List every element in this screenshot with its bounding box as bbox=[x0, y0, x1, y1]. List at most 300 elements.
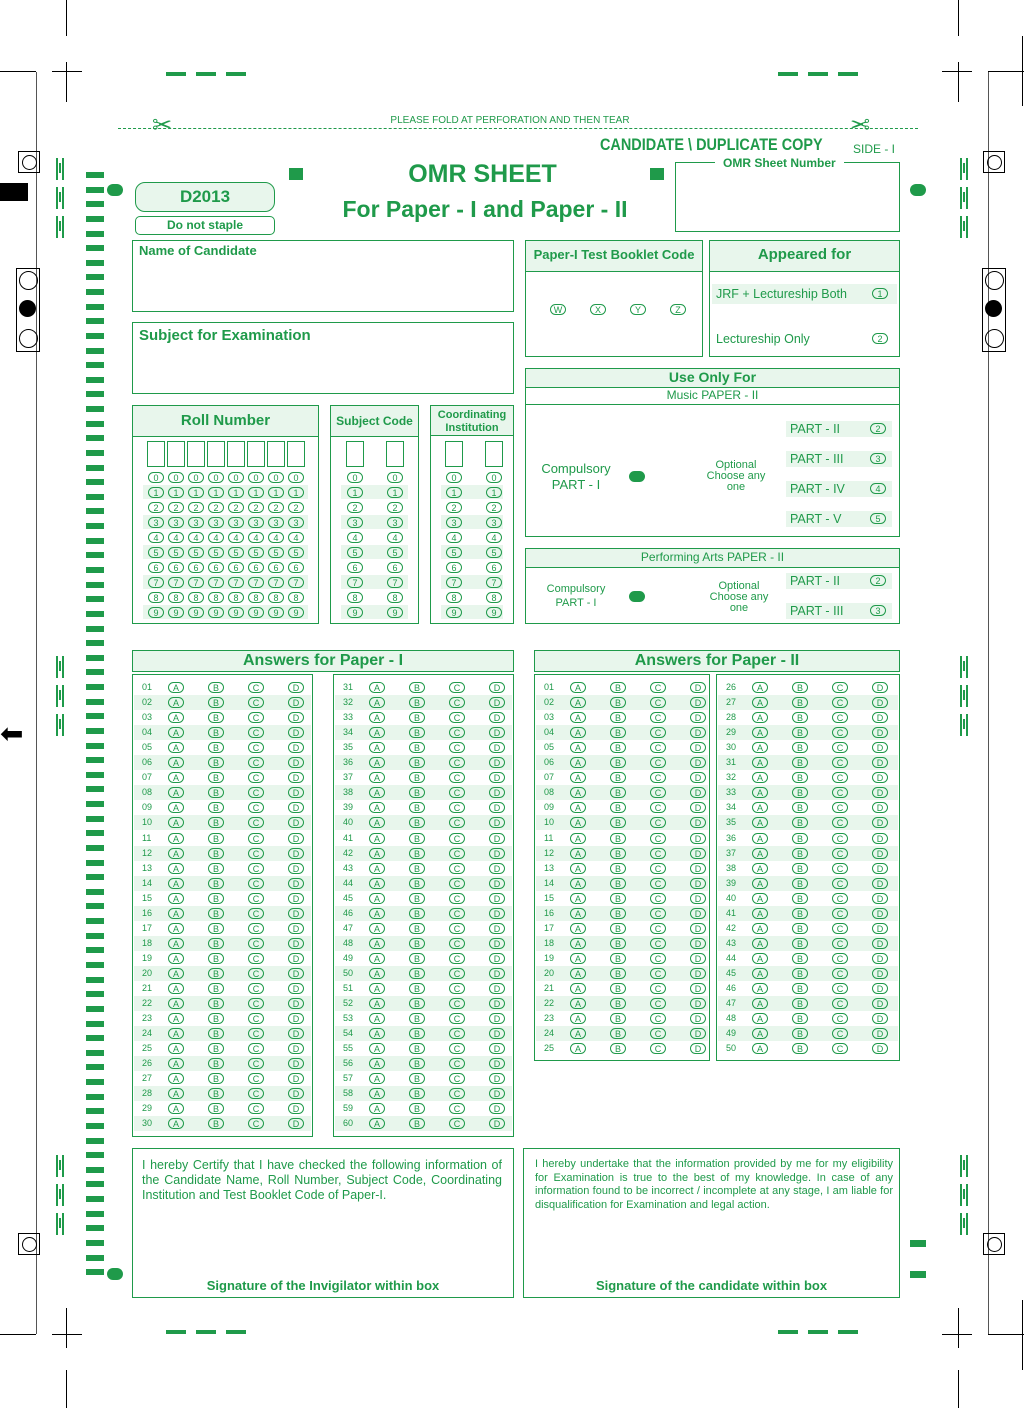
answer-bubble-b[interactable]: B bbox=[792, 968, 808, 979]
answer-bubble-d[interactable]: D bbox=[489, 787, 505, 798]
answer-bubble-c[interactable]: C bbox=[449, 697, 465, 708]
answer-bubble-a[interactable]: A bbox=[570, 802, 586, 813]
roll-digit-bubble[interactable]: 0 bbox=[228, 472, 244, 483]
answer-bubble-a[interactable]: A bbox=[168, 878, 184, 889]
answer-bubble-b[interactable]: B bbox=[792, 878, 808, 889]
answer-bubble-c[interactable]: C bbox=[449, 1058, 465, 1069]
answer-bubble-a[interactable]: A bbox=[168, 682, 184, 693]
roll-digit-bubble[interactable]: 2 bbox=[148, 502, 164, 513]
roll-digit-bubble[interactable]: 0 bbox=[268, 472, 284, 483]
answer-bubble-a[interactable]: A bbox=[752, 878, 768, 889]
answer-bubble-d[interactable]: D bbox=[872, 998, 888, 1009]
answer-bubble-b[interactable]: B bbox=[792, 1028, 808, 1039]
answer-bubble-d[interactable]: D bbox=[872, 742, 888, 753]
subject-code-digit-bubble[interactable]: 6 bbox=[387, 562, 403, 573]
answer-bubble-c[interactable]: C bbox=[449, 727, 465, 738]
answer-bubble-b[interactable]: B bbox=[409, 983, 425, 994]
subject-field[interactable] bbox=[132, 322, 514, 394]
answer-bubble-a[interactable]: A bbox=[369, 742, 385, 753]
roll-digit-bubble[interactable]: 4 bbox=[288, 532, 304, 543]
answer-bubble-c[interactable]: C bbox=[449, 1043, 465, 1054]
answer-bubble-d[interactable]: D bbox=[489, 1073, 505, 1084]
answer-bubble-b[interactable]: B bbox=[792, 998, 808, 1009]
answer-bubble-b[interactable]: B bbox=[792, 787, 808, 798]
roll-digit-bubble[interactable]: 7 bbox=[288, 577, 304, 588]
answer-bubble-b[interactable]: B bbox=[409, 727, 425, 738]
answer-bubble-d[interactable]: D bbox=[489, 772, 505, 783]
answer-bubble-c[interactable]: C bbox=[650, 878, 666, 889]
answer-bubble-d[interactable]: D bbox=[489, 697, 505, 708]
answer-bubble-b[interactable]: B bbox=[792, 772, 808, 783]
answer-bubble-c[interactable]: C bbox=[832, 787, 848, 798]
answer-bubble-a[interactable]: A bbox=[570, 998, 586, 1009]
answer-bubble-a[interactable]: A bbox=[570, 1028, 586, 1039]
answer-bubble-a[interactable]: A bbox=[369, 1013, 385, 1024]
answer-bubble-a[interactable]: A bbox=[168, 953, 184, 964]
answer-bubble-d[interactable]: D bbox=[489, 802, 505, 813]
answer-bubble-d[interactable]: D bbox=[288, 1118, 304, 1129]
answer-bubble-c[interactable]: C bbox=[832, 908, 848, 919]
roll-digit-bubble[interactable]: 0 bbox=[188, 472, 204, 483]
answer-bubble-d[interactable]: D bbox=[489, 682, 505, 693]
answer-bubble-a[interactable]: A bbox=[570, 878, 586, 889]
roll-digit-bubble[interactable]: 6 bbox=[148, 562, 164, 573]
coord-inst-digit-bubble[interactable]: 3 bbox=[486, 517, 502, 528]
answer-bubble-b[interactable]: B bbox=[208, 772, 224, 783]
roll-digit-bubble[interactable]: 0 bbox=[148, 472, 164, 483]
answer-bubble-c[interactable]: C bbox=[248, 1028, 264, 1039]
roll-digit-bubble[interactable]: 6 bbox=[208, 562, 224, 573]
answer-bubble-b[interactable]: B bbox=[208, 817, 224, 828]
answer-bubble-a[interactable]: A bbox=[752, 893, 768, 904]
answer-bubble-d[interactable]: D bbox=[489, 757, 505, 768]
answer-bubble-a[interactable]: A bbox=[369, 712, 385, 723]
answer-bubble-d[interactable]: D bbox=[489, 727, 505, 738]
subject-code-digit-bubble[interactable]: 2 bbox=[387, 502, 403, 513]
answer-bubble-c[interactable]: C bbox=[449, 908, 465, 919]
answer-bubble-b[interactable]: B bbox=[208, 1073, 224, 1084]
perf-part-option[interactable] bbox=[786, 603, 892, 619]
answer-bubble-d[interactable]: D bbox=[690, 998, 706, 1009]
answer-bubble-c[interactable]: C bbox=[449, 682, 465, 693]
roll-write-cell[interactable] bbox=[167, 441, 185, 467]
answer-bubble-c[interactable]: C bbox=[248, 712, 264, 723]
roll-digit-bubble[interactable]: 9 bbox=[148, 607, 164, 618]
answer-bubble-a[interactable]: A bbox=[570, 757, 586, 768]
music-part-bubble[interactable]: 5 bbox=[870, 513, 886, 524]
roll-digit-bubble[interactable]: 9 bbox=[288, 607, 304, 618]
answer-bubble-b[interactable]: B bbox=[409, 1043, 425, 1054]
answer-bubble-a[interactable]: A bbox=[168, 983, 184, 994]
answer-bubble-b[interactable]: B bbox=[409, 968, 425, 979]
roll-digit-bubble[interactable]: 9 bbox=[168, 607, 184, 618]
answer-bubble-c[interactable]: C bbox=[248, 878, 264, 889]
roll-digit-bubble[interactable]: 8 bbox=[188, 592, 204, 603]
answer-bubble-b[interactable]: B bbox=[409, 772, 425, 783]
answer-bubble-c[interactable]: C bbox=[832, 998, 848, 1009]
coord-inst-digit-bubble[interactable]: 0 bbox=[486, 472, 502, 483]
answer-bubble-c[interactable]: C bbox=[650, 983, 666, 994]
answer-bubble-b[interactable]: B bbox=[208, 923, 224, 934]
answer-bubble-a[interactable]: A bbox=[752, 742, 768, 753]
music-part-option[interactable] bbox=[786, 451, 892, 467]
answer-bubble-d[interactable]: D bbox=[288, 742, 304, 753]
answer-bubble-a[interactable]: A bbox=[168, 757, 184, 768]
answer-bubble-c[interactable]: C bbox=[449, 878, 465, 889]
subject-code-digit-bubble[interactable]: 4 bbox=[347, 532, 363, 543]
answer-bubble-c[interactable]: C bbox=[832, 848, 848, 859]
answer-bubble-d[interactable]: D bbox=[489, 983, 505, 994]
answer-bubble-d[interactable]: D bbox=[872, 772, 888, 783]
roll-digit-bubble[interactable]: 1 bbox=[148, 487, 164, 498]
answer-bubble-c[interactable]: C bbox=[449, 1073, 465, 1084]
answer-bubble-a[interactable]: A bbox=[570, 772, 586, 783]
music-part-option[interactable] bbox=[786, 421, 892, 437]
subject-code-digit-bubble[interactable]: 9 bbox=[387, 607, 403, 618]
answer-bubble-d[interactable]: D bbox=[690, 787, 706, 798]
answer-bubble-b[interactable]: B bbox=[792, 848, 808, 859]
answer-bubble-c[interactable]: C bbox=[449, 817, 465, 828]
roll-write-cell[interactable] bbox=[147, 441, 165, 467]
answer-bubble-a[interactable]: A bbox=[752, 1043, 768, 1054]
coord-inst-digit-bubble[interactable]: 4 bbox=[446, 532, 462, 543]
subject-code-digit-bubble[interactable]: 5 bbox=[347, 547, 363, 558]
answer-bubble-a[interactable]: A bbox=[752, 833, 768, 844]
answer-bubble-b[interactable]: B bbox=[610, 757, 626, 768]
answer-bubble-d[interactable]: D bbox=[690, 712, 706, 723]
answer-bubble-d[interactable]: D bbox=[872, 757, 888, 768]
answer-bubble-a[interactable]: A bbox=[369, 682, 385, 693]
answer-bubble-d[interactable]: D bbox=[288, 727, 304, 738]
invigilator-box[interactable] bbox=[132, 1148, 514, 1298]
answer-bubble-d[interactable]: D bbox=[872, 682, 888, 693]
roll-digit-bubble[interactable]: 1 bbox=[188, 487, 204, 498]
answer-bubble-d[interactable]: D bbox=[489, 968, 505, 979]
answer-bubble-c[interactable]: C bbox=[650, 1043, 666, 1054]
coord-inst-write-cell[interactable] bbox=[445, 441, 463, 467]
answer-bubble-c[interactable]: C bbox=[832, 682, 848, 693]
answer-bubble-a[interactable]: A bbox=[168, 742, 184, 753]
answer-bubble-c[interactable]: C bbox=[449, 787, 465, 798]
booklet-bubble-z[interactable]: Z bbox=[670, 304, 686, 315]
roll-digit-bubble[interactable]: 2 bbox=[268, 502, 284, 513]
perf-part-option[interactable] bbox=[786, 573, 892, 589]
answer-bubble-a[interactable]: A bbox=[752, 923, 768, 934]
answer-bubble-c[interactable]: C bbox=[248, 1073, 264, 1084]
answer-bubble-c[interactable]: C bbox=[832, 923, 848, 934]
answer-bubble-b[interactable]: B bbox=[208, 802, 224, 813]
answer-bubble-c[interactable]: C bbox=[449, 1028, 465, 1039]
answer-bubble-b[interactable]: B bbox=[792, 908, 808, 919]
roll-digit-bubble[interactable]: 8 bbox=[228, 592, 244, 603]
answer-bubble-d[interactable]: D bbox=[489, 1118, 505, 1129]
subject-code-digit-bubble[interactable]: 5 bbox=[387, 547, 403, 558]
answer-bubble-a[interactable]: A bbox=[369, 998, 385, 1009]
answer-bubble-c[interactable]: C bbox=[832, 757, 848, 768]
roll-digit-bubble[interactable]: 4 bbox=[268, 532, 284, 543]
answer-bubble-b[interactable]: B bbox=[208, 998, 224, 1009]
answer-bubble-a[interactable]: A bbox=[570, 908, 586, 919]
answer-bubble-d[interactable]: D bbox=[288, 697, 304, 708]
answer-bubble-a[interactable]: A bbox=[369, 1028, 385, 1039]
answer-bubble-d[interactable]: D bbox=[288, 1028, 304, 1039]
answer-bubble-b[interactable]: B bbox=[208, 712, 224, 723]
answer-bubble-a[interactable]: A bbox=[570, 697, 586, 708]
answer-bubble-c[interactable]: C bbox=[449, 953, 465, 964]
music-part-bubble[interactable]: 2 bbox=[870, 423, 886, 434]
answer-bubble-d[interactable]: D bbox=[690, 1013, 706, 1024]
answer-bubble-c[interactable]: C bbox=[248, 923, 264, 934]
answer-bubble-a[interactable]: A bbox=[570, 863, 586, 874]
subject-code-digit-bubble[interactable]: 0 bbox=[387, 472, 403, 483]
answer-bubble-b[interactable]: B bbox=[208, 863, 224, 874]
coord-inst-digit-bubble[interactable]: 2 bbox=[486, 502, 502, 513]
answer-bubble-c[interactable]: C bbox=[832, 712, 848, 723]
answer-bubble-d[interactable]: D bbox=[690, 908, 706, 919]
answer-bubble-d[interactable]: D bbox=[288, 802, 304, 813]
answer-bubble-c[interactable]: C bbox=[832, 742, 848, 753]
answer-bubble-d[interactable]: D bbox=[288, 757, 304, 768]
answer-bubble-c[interactable]: C bbox=[832, 968, 848, 979]
roll-digit-bubble[interactable]: 4 bbox=[248, 532, 264, 543]
answer-bubble-a[interactable]: A bbox=[752, 953, 768, 964]
answer-bubble-c[interactable]: C bbox=[650, 757, 666, 768]
answer-bubble-a[interactable]: A bbox=[570, 848, 586, 859]
roll-digit-bubble[interactable]: 0 bbox=[248, 472, 264, 483]
answer-bubble-d[interactable]: D bbox=[872, 1043, 888, 1054]
answer-bubble-a[interactable]: A bbox=[168, 908, 184, 919]
coord-inst-digit-bubble[interactable]: 4 bbox=[486, 532, 502, 543]
answer-bubble-b[interactable]: B bbox=[409, 1013, 425, 1024]
answer-bubble-a[interactable]: A bbox=[369, 833, 385, 844]
answer-bubble-b[interactable]: B bbox=[409, 863, 425, 874]
booklet-bubble-w[interactable]: W bbox=[550, 304, 566, 315]
roll-write-cell[interactable] bbox=[247, 441, 265, 467]
answer-bubble-d[interactable]: D bbox=[690, 772, 706, 783]
answer-bubble-a[interactable]: A bbox=[752, 817, 768, 828]
roll-digit-bubble[interactable]: 5 bbox=[188, 547, 204, 558]
roll-digit-bubble[interactable]: 8 bbox=[268, 592, 284, 603]
answer-bubble-d[interactable]: D bbox=[872, 953, 888, 964]
answer-bubble-c[interactable]: C bbox=[650, 712, 666, 723]
answer-bubble-b[interactable]: B bbox=[610, 727, 626, 738]
answer-bubble-b[interactable]: B bbox=[610, 1028, 626, 1039]
subject-code-digit-bubble[interactable]: 7 bbox=[387, 577, 403, 588]
answer-bubble-b[interactable]: B bbox=[208, 787, 224, 798]
answer-bubble-d[interactable]: D bbox=[690, 833, 706, 844]
answer-bubble-d[interactable]: D bbox=[690, 757, 706, 768]
answer-bubble-b[interactable]: B bbox=[610, 848, 626, 859]
answer-bubble-c[interactable]: C bbox=[248, 893, 264, 904]
roll-digit-bubble[interactable]: 7 bbox=[168, 577, 184, 588]
music-part-option[interactable] bbox=[786, 481, 892, 497]
answer-bubble-d[interactable]: D bbox=[872, 833, 888, 844]
answer-bubble-b[interactable]: B bbox=[610, 697, 626, 708]
subject-code-digit-bubble[interactable]: 1 bbox=[387, 487, 403, 498]
roll-digit-bubble[interactable]: 1 bbox=[268, 487, 284, 498]
answer-bubble-d[interactable]: D bbox=[489, 1058, 505, 1069]
answer-bubble-a[interactable]: A bbox=[168, 1043, 184, 1054]
answer-bubble-b[interactable]: B bbox=[409, 1088, 425, 1099]
answer-bubble-b[interactable]: B bbox=[792, 1043, 808, 1054]
answer-bubble-d[interactable]: D bbox=[690, 863, 706, 874]
answer-bubble-c[interactable]: C bbox=[650, 893, 666, 904]
answer-bubble-c[interactable]: C bbox=[650, 697, 666, 708]
answer-bubble-d[interactable]: D bbox=[872, 893, 888, 904]
answer-bubble-d[interactable]: D bbox=[690, 1043, 706, 1054]
answer-bubble-a[interactable]: A bbox=[369, 923, 385, 934]
answer-bubble-a[interactable]: A bbox=[752, 983, 768, 994]
roll-digit-bubble[interactable]: 8 bbox=[248, 592, 264, 603]
answer-bubble-d[interactable]: D bbox=[288, 1043, 304, 1054]
answer-bubble-d[interactable]: D bbox=[288, 983, 304, 994]
answer-bubble-b[interactable]: B bbox=[409, 833, 425, 844]
roll-digit-bubble[interactable]: 8 bbox=[148, 592, 164, 603]
answer-bubble-d[interactable]: D bbox=[690, 848, 706, 859]
subject-code-digit-bubble[interactable]: 6 bbox=[347, 562, 363, 573]
roll-digit-bubble[interactable]: 5 bbox=[228, 547, 244, 558]
answer-bubble-d[interactable]: D bbox=[489, 712, 505, 723]
answer-bubble-b[interactable]: B bbox=[208, 1013, 224, 1024]
answer-bubble-c[interactable]: C bbox=[248, 848, 264, 859]
answer-bubble-a[interactable]: A bbox=[369, 1118, 385, 1129]
answer-bubble-b[interactable]: B bbox=[610, 893, 626, 904]
answer-bubble-d[interactable]: D bbox=[288, 878, 304, 889]
answer-bubble-c[interactable]: C bbox=[832, 878, 848, 889]
answer-bubble-b[interactable]: B bbox=[409, 757, 425, 768]
answer-bubble-c[interactable]: C bbox=[248, 1118, 264, 1129]
answer-bubble-a[interactable]: A bbox=[168, 863, 184, 874]
answer-bubble-a[interactable]: A bbox=[168, 1073, 184, 1084]
answer-bubble-b[interactable]: B bbox=[208, 742, 224, 753]
answer-bubble-a[interactable]: A bbox=[570, 787, 586, 798]
roll-digit-bubble[interactable]: 5 bbox=[208, 547, 224, 558]
roll-digit-bubble[interactable]: 3 bbox=[188, 517, 204, 528]
answer-bubble-b[interactable]: B bbox=[792, 817, 808, 828]
answer-bubble-c[interactable]: C bbox=[832, 1028, 848, 1039]
answer-bubble-d[interactable]: D bbox=[489, 863, 505, 874]
answer-bubble-a[interactable]: A bbox=[570, 968, 586, 979]
booklet-bubble-y[interactable]: Y bbox=[630, 304, 646, 315]
answer-bubble-b[interactable]: B bbox=[610, 953, 626, 964]
answer-bubble-c[interactable]: C bbox=[832, 772, 848, 783]
answer-bubble-d[interactable]: D bbox=[489, 833, 505, 844]
answer-bubble-b[interactable]: B bbox=[610, 1043, 626, 1054]
answer-bubble-a[interactable]: A bbox=[168, 1088, 184, 1099]
roll-digit-bubble[interactable]: 5 bbox=[268, 547, 284, 558]
answer-bubble-b[interactable]: B bbox=[409, 697, 425, 708]
answer-bubble-a[interactable]: A bbox=[369, 983, 385, 994]
answer-bubble-b[interactable]: B bbox=[208, 1058, 224, 1069]
answer-bubble-a[interactable]: A bbox=[369, 953, 385, 964]
answer-bubble-a[interactable]: A bbox=[369, 1088, 385, 1099]
answer-bubble-a[interactable]: A bbox=[752, 1028, 768, 1039]
subject-code-digit-bubble[interactable]: 9 bbox=[347, 607, 363, 618]
answer-bubble-c[interactable]: C bbox=[449, 1118, 465, 1129]
roll-digit-bubble[interactable]: 3 bbox=[168, 517, 184, 528]
answer-bubble-d[interactable]: D bbox=[872, 1028, 888, 1039]
roll-digit-bubble[interactable]: 2 bbox=[168, 502, 184, 513]
answer-bubble-c[interactable]: C bbox=[248, 908, 264, 919]
answer-bubble-c[interactable]: C bbox=[248, 787, 264, 798]
answer-bubble-c[interactable]: C bbox=[650, 863, 666, 874]
subject-code-digit-bubble[interactable]: 1 bbox=[347, 487, 363, 498]
answer-bubble-b[interactable]: B bbox=[208, 968, 224, 979]
answer-bubble-d[interactable]: D bbox=[489, 1088, 505, 1099]
answer-bubble-b[interactable]: B bbox=[610, 742, 626, 753]
roll-digit-bubble[interactable]: 3 bbox=[228, 517, 244, 528]
coord-inst-digit-bubble[interactable]: 7 bbox=[486, 577, 502, 588]
answer-bubble-b[interactable]: B bbox=[409, 1103, 425, 1114]
answer-bubble-c[interactable]: C bbox=[832, 983, 848, 994]
answer-bubble-d[interactable]: D bbox=[690, 893, 706, 904]
answer-bubble-c[interactable]: C bbox=[832, 802, 848, 813]
answer-bubble-d[interactable]: D bbox=[288, 833, 304, 844]
answer-bubble-a[interactable]: A bbox=[752, 757, 768, 768]
roll-digit-bubble[interactable]: 2 bbox=[248, 502, 264, 513]
roll-write-cell[interactable] bbox=[227, 441, 245, 467]
answer-bubble-c[interactable]: C bbox=[832, 1013, 848, 1024]
coord-inst-digit-bubble[interactable]: 3 bbox=[446, 517, 462, 528]
answer-bubble-c[interactable]: C bbox=[650, 727, 666, 738]
answer-bubble-a[interactable]: A bbox=[168, 787, 184, 798]
roll-digit-bubble[interactable]: 1 bbox=[208, 487, 224, 498]
coord-inst-digit-bubble[interactable]: 5 bbox=[446, 547, 462, 558]
answer-bubble-a[interactable]: A bbox=[570, 983, 586, 994]
answer-bubble-b[interactable]: B bbox=[792, 983, 808, 994]
answer-bubble-b[interactable]: B bbox=[610, 787, 626, 798]
answer-bubble-c[interactable]: C bbox=[449, 802, 465, 813]
answer-bubble-a[interactable]: A bbox=[168, 772, 184, 783]
answer-bubble-c[interactable]: C bbox=[449, 983, 465, 994]
answer-bubble-c[interactable]: C bbox=[449, 712, 465, 723]
answer-bubble-c[interactable]: C bbox=[248, 1043, 264, 1054]
appeared-option-bubble[interactable]: 1 bbox=[872, 288, 888, 299]
answer-bubble-b[interactable]: B bbox=[208, 1043, 224, 1054]
roll-digit-bubble[interactable]: 5 bbox=[288, 547, 304, 558]
coord-inst-digit-bubble[interactable]: 6 bbox=[486, 562, 502, 573]
answer-bubble-a[interactable]: A bbox=[168, 712, 184, 723]
answer-bubble-b[interactable]: B bbox=[409, 1118, 425, 1129]
answer-bubble-b[interactable]: B bbox=[792, 697, 808, 708]
answer-bubble-b[interactable]: B bbox=[792, 938, 808, 949]
answer-bubble-c[interactable]: C bbox=[832, 1043, 848, 1054]
name-field[interactable] bbox=[132, 240, 514, 312]
answer-bubble-b[interactable]: B bbox=[792, 863, 808, 874]
roll-digit-bubble[interactable]: 0 bbox=[208, 472, 224, 483]
answer-bubble-c[interactable]: C bbox=[248, 742, 264, 753]
coord-inst-digit-bubble[interactable]: 7 bbox=[446, 577, 462, 588]
answer-bubble-c[interactable]: C bbox=[248, 863, 264, 874]
answer-bubble-b[interactable]: B bbox=[792, 727, 808, 738]
answer-bubble-d[interactable]: D bbox=[872, 727, 888, 738]
answer-bubble-b[interactable]: B bbox=[610, 938, 626, 949]
answer-bubble-a[interactable]: A bbox=[369, 727, 385, 738]
roll-write-cell[interactable] bbox=[207, 441, 225, 467]
subject-code-digit-bubble[interactable]: 7 bbox=[347, 577, 363, 588]
answer-bubble-b[interactable]: B bbox=[610, 802, 626, 813]
answer-bubble-a[interactable]: A bbox=[369, 893, 385, 904]
answer-bubble-b[interactable]: B bbox=[409, 682, 425, 693]
answer-bubble-c[interactable]: C bbox=[449, 848, 465, 859]
music-part-option[interactable] bbox=[786, 511, 892, 527]
answer-bubble-d[interactable]: D bbox=[489, 908, 505, 919]
answer-bubble-c[interactable]: C bbox=[650, 787, 666, 798]
answer-bubble-c[interactable]: C bbox=[449, 923, 465, 934]
subject-code-digit-bubble[interactable]: 0 bbox=[347, 472, 363, 483]
answer-bubble-a[interactable]: A bbox=[570, 742, 586, 753]
answer-bubble-b[interactable]: B bbox=[409, 1058, 425, 1069]
